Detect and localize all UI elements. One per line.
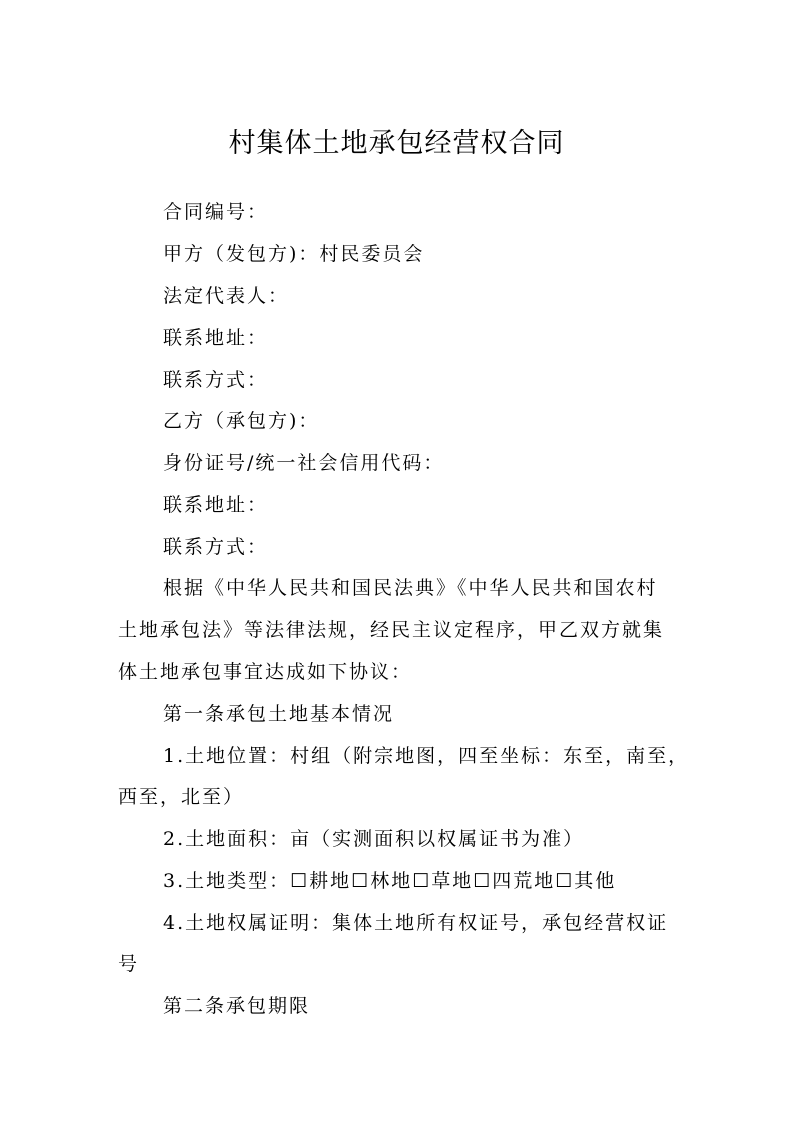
contract-number-line: 合同编号：	[163, 201, 269, 223]
party-a-address-line: 联系地址：	[163, 327, 269, 349]
land-area-line: 2.土地面积：亩（实测面积以权属证书为准）	[163, 828, 585, 850]
party-b-line: 乙方（承包方)：	[163, 410, 320, 432]
article-2-heading: 第二条承包期限	[163, 995, 311, 1017]
preamble-line-3: 体土地承包事宜达成如下协议：	[118, 661, 413, 683]
document-title: 村集体土地承包经营权合同	[228, 128, 565, 159]
party-b-address-line: 联系地址：	[163, 494, 269, 516]
party-b-contact-line: 联系方式：	[163, 536, 269, 558]
party-a-line: 甲方（发包方)：村民委员会	[163, 243, 425, 265]
preamble-line-1: 根据《中华人民共和国民法典》《中华人民共和国农村	[163, 577, 658, 599]
land-ownership-line-2: 号	[118, 953, 140, 975]
land-location-line-2: 西至，北至）	[118, 786, 245, 808]
land-ownership-line-1: 4.土地权属证明：集体土地所有权证号，承包经营权证	[163, 912, 669, 934]
preamble-line-2: 土地承包法》等法律法规，经民主议定程序，甲乙双方就集	[118, 619, 665, 641]
legal-representative-line: 法定代表人：	[163, 285, 290, 307]
land-type-line: 3.土地类型：☐耕地☐林地☐草地☐四荒地☐其他	[163, 870, 617, 892]
article-1-heading: 第一条承包土地基本情况	[163, 703, 395, 725]
id-number-line: 身份证号/统一社会信用代码：	[163, 452, 445, 474]
land-location-line-1: 1.土地位置：村组（附宗地图，四至坐标：东至，南至，	[163, 745, 690, 767]
party-a-contact-line: 联系方式：	[163, 369, 269, 391]
